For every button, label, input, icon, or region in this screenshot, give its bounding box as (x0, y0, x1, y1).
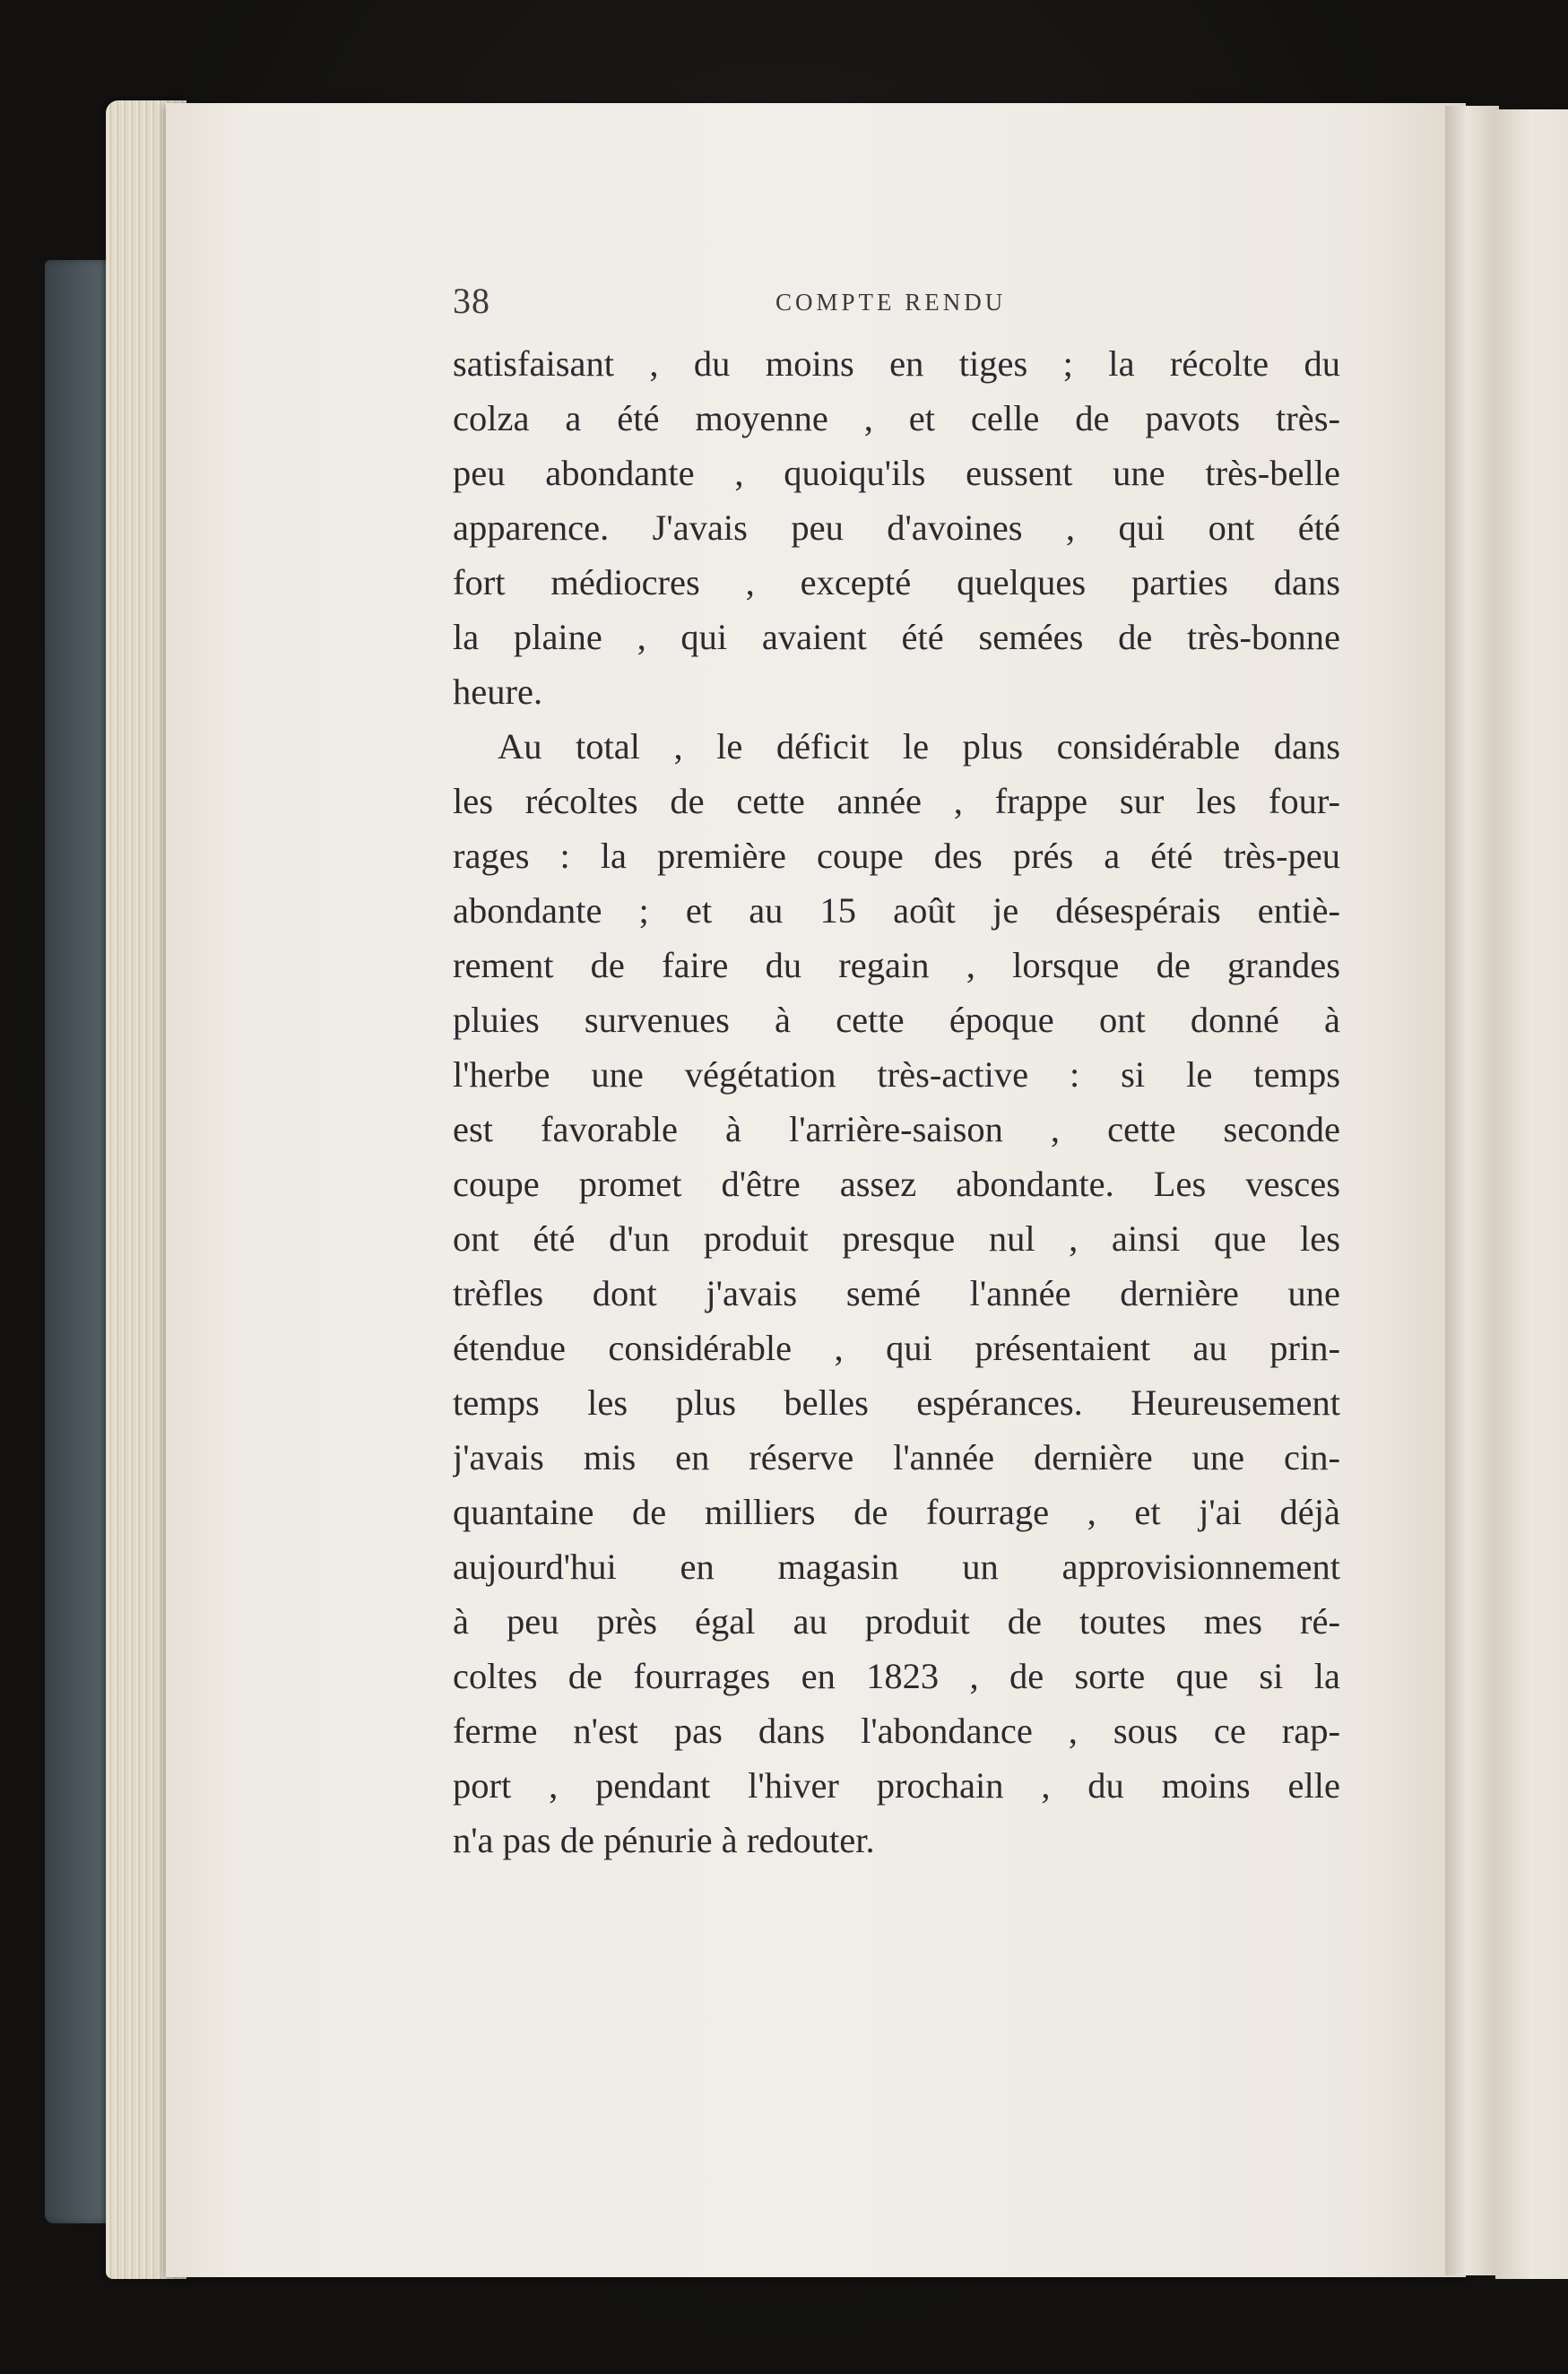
text-line: coupe promet d'être assez abondante. Les vesces (453, 1164, 1340, 1204)
text-line: ferme n'est pas dans l'abondance , sous ce rap- (453, 1711, 1340, 1751)
page-number: 38 (453, 281, 490, 321)
text-line: quantaine de milliers de fourrage , et j'ai déjà (453, 1492, 1340, 1532)
text-line: coltes de fourrages en 1823 , de sorte que si la (453, 1656, 1340, 1696)
page-header (453, 280, 1340, 325)
text-line: l'herbe une végétation très-active : si le temps (453, 1054, 1340, 1095)
text-line: rages : la première coupe des prés a été très-peu (453, 836, 1340, 876)
text-line: est favorable à l'arrière-saison , cette seconde (453, 1109, 1340, 1149)
paragraph-2 (453, 719, 1340, 1867)
text-line: fort médiocres , excepté quelques parties dans (453, 562, 1340, 602)
paragraph-1 (453, 336, 1340, 719)
text-line: colza a été moyenne , et celle de pavots très- (453, 398, 1340, 438)
book-gutter (1445, 106, 1499, 2275)
text-line: abondante ; et au 15 août je désespérais entiè- (453, 890, 1340, 931)
text-line: aujourd'hui en magasin un approvisionnement (453, 1547, 1340, 1587)
text-line: temps les plus belles espérances. Heureusement (453, 1382, 1340, 1423)
text-line: heure. (453, 671, 543, 712)
text-line: j'avais mis en réserve l'année dernière une cin- (453, 1437, 1340, 1477)
text-line: apparence. J'avais peu d'avoines , qui ont été (453, 507, 1340, 548)
text-line: rement de faire du regain , lorsque de grandes (453, 945, 1340, 985)
text-line: satisfaisant , du moins en tiges ; la récolte du (453, 343, 1340, 384)
text-line: étendue considérable , qui présentaient au prin- (453, 1328, 1340, 1368)
text-line: n'a pas de pénurie à redouter. (453, 1820, 875, 1860)
text-line: les récoltes de cette année , frappe sur les four- (453, 781, 1340, 821)
text-line: ont été d'un produit presque nul , ainsi que les (453, 1218, 1340, 1259)
text-line: peu abondante , quoiqu'ils eussent une très-belle (453, 453, 1340, 493)
facing-page-edge (1495, 109, 1568, 2279)
text-line: pluies survenues à cette époque ont donné à (453, 1000, 1340, 1040)
running-head: COMPTE RENDU (775, 289, 1007, 316)
text-line: port , pendant l'hiver prochain , du moins elle (453, 1765, 1340, 1806)
text-line: trèfles dont j'avais semé l'année dernière une (453, 1273, 1340, 1313)
body-text (453, 336, 1340, 1867)
text-line: à peu près égal au produit de toutes mes ré- (453, 1601, 1340, 1642)
text-line: Au total , le déficit le plus considérable dans (498, 726, 1340, 767)
text-line: la plaine , qui avaient été semées de très-bonne (453, 617, 1340, 657)
